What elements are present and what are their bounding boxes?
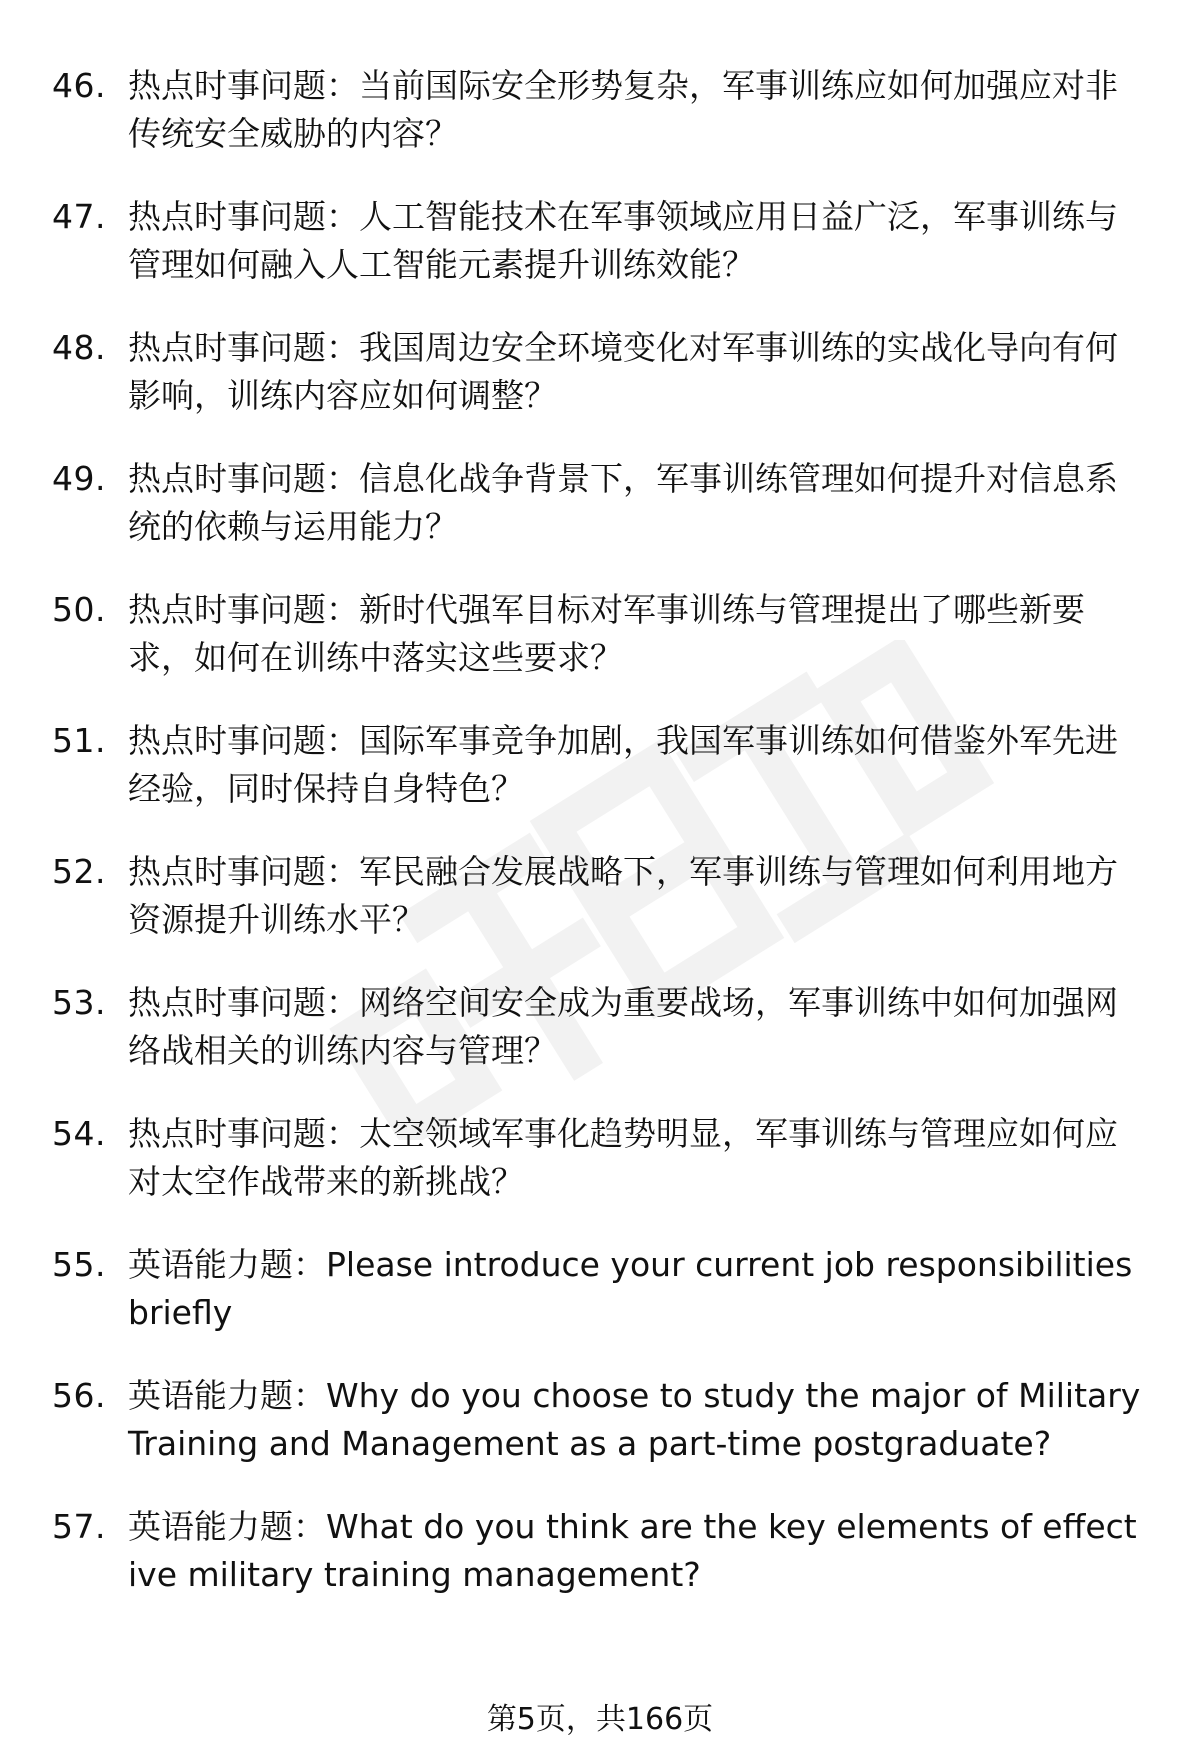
question-item	[52, 193, 1142, 289]
question-text: 热点时事问题：我国周边安全环境变化对军事训练的实战化导向有何影响，训练内容应如何调整？	[128, 328, 1118, 415]
question-text: 热点时事问题：太空领域军事化趋势明显，军事训练与管理应如何应对太空作战带来的新挑战？	[128, 1114, 1118, 1201]
question-item	[52, 324, 1142, 420]
question-item	[52, 1110, 1142, 1206]
question-text: 热点时事问题：当前国际安全形势复杂，军事训练应如何加强应对非传统安全威胁的内容？	[128, 66, 1118, 153]
question-text: 英语能力题：Please introduce your current job responsibilities briefly	[128, 1245, 1133, 1332]
question-number: 57.	[52, 1507, 106, 1546]
question-text: 热点时事问题：网络空间安全成为重要战场，军事训练中如何加强网络战相关的训练内容与管理？	[128, 983, 1118, 1070]
question-number: 55.	[52, 1245, 106, 1284]
question-text: 英语能力题：Why do you choose to study the major of Military Training and Management as a part-time postgraduate?	[128, 1376, 1141, 1463]
question-item	[52, 979, 1142, 1075]
page-number-label: 第5页，共166页	[486, 1702, 714, 1737]
question-list	[52, 62, 1142, 1634]
question-number: 48.	[52, 328, 106, 367]
question-item	[52, 848, 1142, 944]
question-text: 热点时事问题：人工智能技术在军事领域应用日益广泛，军事训练与管理如何融入人工智能元素提升训练效能？	[128, 197, 1118, 284]
question-text: 热点时事问题：军民融合发展战略下，军事训练与管理如何利用地方资源提升训练水平？	[128, 852, 1118, 939]
question-text: 热点时事问题：新时代强军目标对军事训练与管理提出了哪些新要求，如何在训练中落实这些要求？	[128, 590, 1085, 677]
question-number: 50.	[52, 590, 106, 629]
question-item	[52, 62, 1142, 158]
question-text: 英语能力题：What do you think are the key elements of effective military training management?	[128, 1507, 1137, 1594]
question-text: 热点时事问题：信息化战争背景下，军事训练管理如何提升对信息系统的依赖与运用能力？	[128, 459, 1118, 546]
question-item	[52, 1241, 1142, 1337]
question-number: 53.	[52, 983, 106, 1022]
question-item	[52, 586, 1142, 682]
question-item	[52, 1372, 1142, 1468]
question-item	[52, 717, 1142, 813]
question-number: 47.	[52, 197, 106, 236]
question-number: 49.	[52, 459, 106, 498]
page-footer	[0, 1700, 1200, 1740]
question-number: 46.	[52, 66, 106, 105]
question-item	[52, 455, 1142, 551]
question-text: 热点时事问题：国际军事竞争加剧，我国军事训练如何借鉴外军先进经验，同时保持自身特色？	[128, 721, 1118, 808]
question-number: 56.	[52, 1376, 106, 1415]
question-number: 54.	[52, 1114, 106, 1153]
question-number: 51.	[52, 721, 106, 760]
question-item	[52, 1503, 1142, 1599]
question-number: 52.	[52, 852, 106, 891]
